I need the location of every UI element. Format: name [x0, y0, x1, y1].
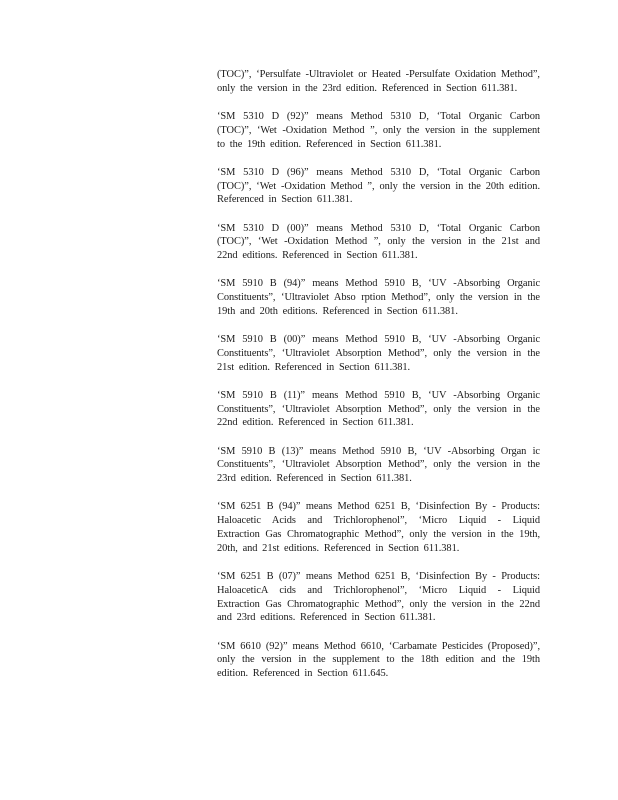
definition-paragraph: ‘SM 6251 B (94)” means Method 6251 B, ‘Disinfection By - Products: Haloacetic Acids and Trichlorophenol”, ‘Micro Liquid - Liquid Extraction Gas Chromatographic Method”, only the version in the 19th, 20th, and 21st editions. Referenced in Section 611.381. — [217, 501, 540, 554]
definition-paragraph: (TOC)”, ‘Persulfate -Ultraviolet or Heated -Persulfate Oxidation Method”, only the version in the 23rd edition. Referenced in Section 611.381. — [217, 69, 540, 94]
definition-paragraph: ‘SM 5910 B (13)” means Method 5910 B, ‘UV -Absorbing Organ ic Constituents”, ‘Ultraviolet Absorption Method”, only the version in the 23rd edition. Referenced in Section 611.381. — [217, 445, 540, 485]
definition-paragraph: ‘SM 5310 D (96)” means Method 5310 D, ‘Total Organic Carbon (TOC)”, ‘Wet -Oxidation Method ”, only the version in the 20th edition. Referenced in Section 611.381. — [217, 166, 540, 206]
definition-paragraph: ‘SM 6610 (92)” means Method 6610, ‘Carbamate Pesticides (Proposed)”, only the version in the supplement to the 18th edition and the 19th edition. Referenced in Section 611.645. — [217, 640, 540, 680]
definition-paragraph: ‘SM 6251 B (07)” means Method 6251 B, ‘Disinfection By - Products: HaloaceticA cids and Trichlorophenol”, ‘Micro Liquid - Liquid Extraction Gas Chromatographic Method”, only the version in the 22nd and 23rd editions. Referenced in Section 611.381. — [217, 571, 540, 624]
definition-paragraph: ‘SM 5910 B (00)” means Method 5910 B, ‘UV -Absorbing Organic Constituents”, ‘Ultraviolet Absorption Method”, only the version in the 21st edition. Referenced in Section 611.381. — [217, 334, 540, 373]
definition-paragraph: ‘SM 5310 D (00)” means Method 5310 D, ‘Total Organic Carbon (TOC)”, ‘Wet -Oxidation Method ”, only the version in the 21st and 22nd editions. Referenced in Section 611.381. — [217, 222, 540, 262]
definition-paragraph: ‘SM 5310 D (92)” means Method 5310 D, ‘Total Organic Carbon (TOC)”, ‘Wet -Oxidation Method ”, only the version in the supplement to the 19th edition. Referenced in Section 611.381. — [217, 110, 540, 150]
definition-paragraph: ‘SM 5910 B (94)” means Method 5910 B, ‘UV -Absorbing Organic Constituents”, ‘Ultraviolet Abso rption Method”, only the version in the 19th and 20th editions. Referenced in Section 611.381. — [217, 278, 540, 317]
definition-paragraph: ‘SM 5910 B (11)” means Method 5910 B, ‘UV -Absorbing Organic Constituents”, ‘Ultraviolet Absorption Method”, only the version in the 22nd edition. Referenced in Section 611.381. — [217, 389, 540, 429]
document-body — [217, 68, 540, 695]
